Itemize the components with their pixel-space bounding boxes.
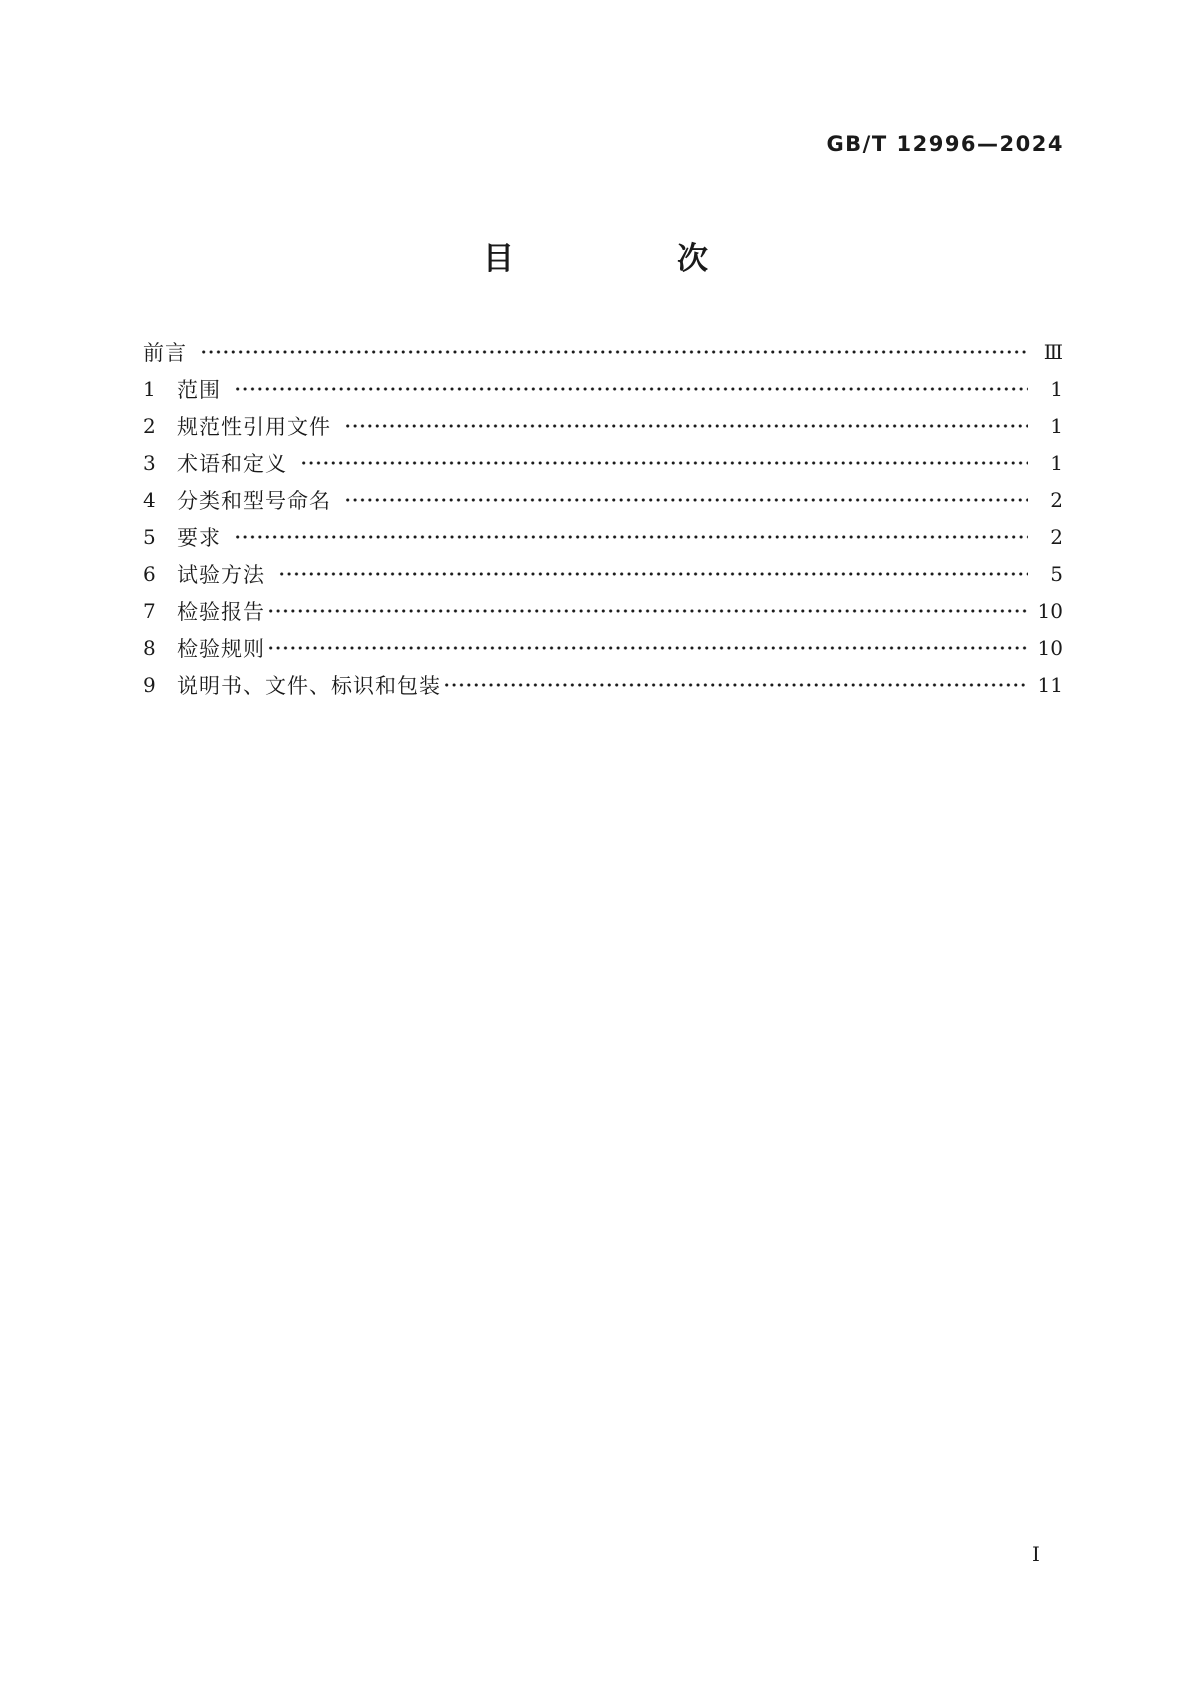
toc-entry-number: 7: [143, 599, 156, 624]
dot-leader: [300, 444, 1028, 481]
dot-leader: [234, 370, 1028, 407]
toc-entry-page: 11: [1037, 673, 1063, 698]
toc-entry-number: 2: [143, 413, 156, 438]
toc-entry-number: 5: [143, 525, 156, 550]
standard-code-header: GB/T 12996—2024: [826, 132, 1064, 156]
toc-entry-label: 规范性引用文件: [177, 414, 331, 439]
toc-entry-page: 1: [1050, 413, 1063, 438]
table-of-contents: [143, 333, 1063, 704]
toc-entry-label: 说明书、文件、标识和包装: [177, 674, 441, 699]
toc-entry-number: 6: [143, 562, 156, 587]
toc-entry-number: 3: [143, 450, 156, 475]
dot-leader: [344, 481, 1028, 518]
toc-entry-page: 2: [1050, 525, 1063, 550]
toc-entry-number: 8: [143, 636, 156, 661]
toc-entry-page: 10: [1037, 599, 1063, 624]
toc-entry-number: 1: [143, 376, 156, 401]
toc-entry-page: 10: [1037, 636, 1063, 661]
toc-entry-inspection-rules: [143, 630, 1063, 667]
toc-entry-label: 范围: [177, 377, 221, 402]
toc-entry-label: 试验方法: [177, 563, 265, 588]
toc-entry-label: 检验规则: [177, 637, 265, 662]
toc-entry-terms-definitions: [143, 444, 1063, 481]
toc-entry-classification: [143, 481, 1063, 518]
toc-entry-label: 前言: [143, 340, 187, 365]
toc-entry-page: Ⅲ: [1043, 339, 1063, 364]
toc-entry-scope: [143, 370, 1063, 407]
toc-entry-number: 4: [143, 487, 156, 512]
toc-entry-requirements: [143, 518, 1063, 555]
page-title: 目 次: [483, 241, 774, 277]
dot-leader: [200, 333, 1028, 370]
toc-entry-normative-references: [143, 407, 1063, 444]
dot-leader: [234, 518, 1028, 555]
toc-entry-label: 检验报告: [177, 600, 265, 625]
toc-entry-page: 2: [1050, 487, 1063, 512]
toc-entry-test-methods: [143, 556, 1063, 593]
dot-leader: [267, 593, 1028, 630]
dot-leader: [267, 630, 1028, 667]
toc-entry-inspection-report: [143, 593, 1063, 630]
dot-leader: [278, 556, 1028, 593]
dot-leader: [344, 407, 1028, 444]
dot-leader: [443, 667, 1028, 704]
toc-entry-page: 5: [1050, 562, 1063, 587]
toc-entry-page: 1: [1050, 376, 1063, 401]
toc-entry-foreword: [143, 333, 1063, 370]
toc-entry-number: 9: [143, 673, 156, 698]
toc-entry-page: 1: [1050, 450, 1063, 475]
toc-entry-label: 术语和定义: [177, 451, 287, 476]
toc-entry-manual-marking-packaging: [143, 667, 1063, 704]
toc-entry-label: 要求: [177, 526, 221, 551]
footer-page-number: Ⅰ: [1032, 1542, 1040, 1566]
toc-entry-label: 分类和型号命名: [177, 488, 331, 513]
